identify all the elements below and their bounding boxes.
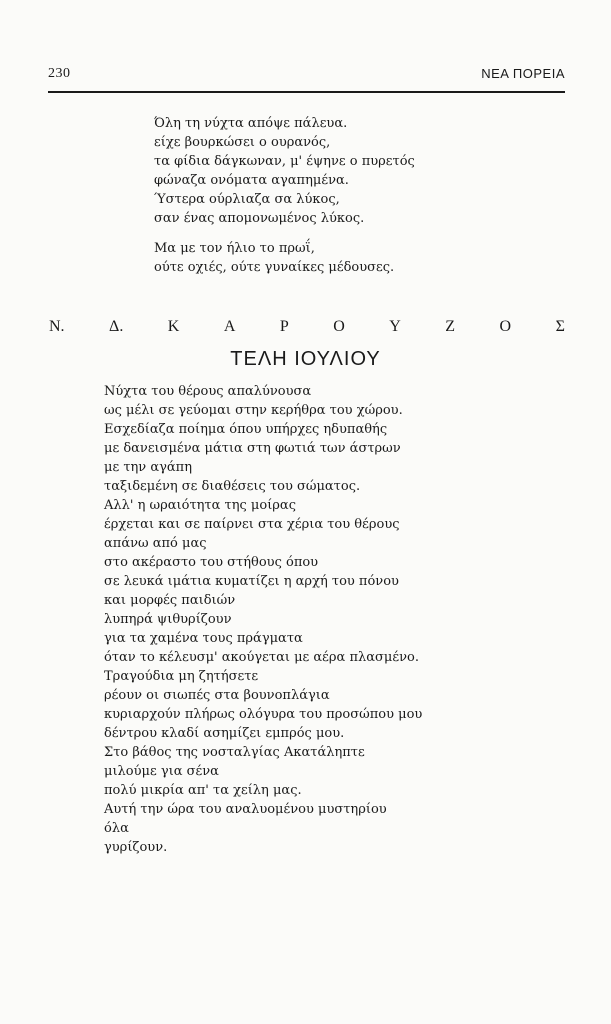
poem-line: Νύχτα του θέρους απαλύνουσα [104, 384, 312, 399]
poem-line: με δανεισμένα μάτια στη φωτιά των άστρων [104, 441, 401, 456]
poem-line: όλα [104, 821, 129, 836]
author-letter: Ρ [279, 318, 289, 335]
poem-line: στο ακέραστο του στήθους όπου [104, 555, 319, 570]
poem-line: Μα με τον ήλιο το πρωΐ, [154, 241, 315, 256]
poem-line: είχε βουρκώσει ο ουρανός, [154, 135, 331, 150]
poem-line: Όλη τη νύχτα απόψε πάλευα. [154, 116, 348, 131]
author-letter: Α [223, 318, 236, 335]
poem-title: ΤΕΛΗ ΙΟΥΛΙΟΥ [230, 348, 381, 370]
author-name [49, 318, 565, 336]
poem-line: ως μέλι σε γεύομαι στην κερήθρα του χώρου. [104, 403, 403, 418]
poem-line: Αυτή την ώρα του αναλυομένου μυστηρίου [104, 802, 387, 817]
poem-line: γυρίζουν. [104, 840, 168, 855]
poem-line: Τραγούδια μη ζητήσετε [104, 669, 259, 684]
author-letter: Σ [555, 318, 565, 335]
page-number: 230 [48, 66, 71, 81]
poem-line: δέντρου κλαδί ασημίζει εμπρός μου. [104, 726, 345, 741]
poem-line: λυπηρά ψιθυρίζουν [104, 612, 232, 627]
poem-line: ούτε οχιές, ούτε γυναίκες μέδουσες. [154, 260, 395, 275]
poem-line: και μορφές παιδιών [104, 593, 236, 608]
author-letter: Υ [389, 318, 401, 335]
author-letter: Ζ [445, 318, 456, 335]
poem-line: σαν ένας απομονωμένος λύκος. [154, 211, 365, 226]
poem-line: τα φίδια δάγκωναν, μ' έψηνε ο πυρετός [154, 154, 415, 169]
poem-line: Αλλ' η ωραιότητα της μοίρας [104, 498, 296, 513]
author-letter: Ο [499, 318, 512, 335]
poem-line: έρχεται και σε παίρνει στα χέρια του θέρους [104, 517, 400, 532]
poem-line: όταν το κέλευσμ' ακούγεται με αέρα πλασμένο. [104, 650, 419, 665]
author-letter: Δ. [109, 318, 124, 335]
poem-line: Ύστερα ούρλιαζα σα λύκος, [154, 192, 340, 207]
poem-line: σε λευκά ιμάτια κυματίζει η αρχή του πόνου [104, 574, 399, 589]
header-rule [48, 91, 565, 93]
poem-line: ταξιδεμένη σε διαθέσεις του σώματος. [104, 479, 361, 494]
poem-line: απάνω από μας [104, 536, 207, 551]
poem-line: φώναζα ονόματα αγαπημένα. [154, 173, 349, 188]
poem-line: Εσχεδίαζα ποίημα όπου υπήρχες ηδυπαθής [104, 422, 388, 437]
poem-line: ρέουν οι σιωπές στα βουνοπλάγια [104, 688, 330, 703]
poem-line: Στο βάθος της νοσταλγίας Ακατάληπτε [104, 745, 365, 760]
poem-line: κυριαρχούν πλήρως ολόγυρα του προσώπου μου [104, 707, 423, 722]
poem-line: πολύ μικρία απ' τα χείλη μας. [104, 783, 302, 798]
poem-line: για τα χαμένα τους πράγματα [104, 631, 303, 646]
poem-line: μιλούμε για σένα [104, 764, 219, 779]
author-letter: Ν. [49, 318, 65, 335]
author-letter: Ο [333, 318, 345, 335]
running-title: ΝΕΑ ΠΟΡΕΙΑ [481, 66, 565, 81]
author-letter: Κ [167, 318, 180, 335]
poem-line: με την αγάπη [104, 460, 192, 475]
